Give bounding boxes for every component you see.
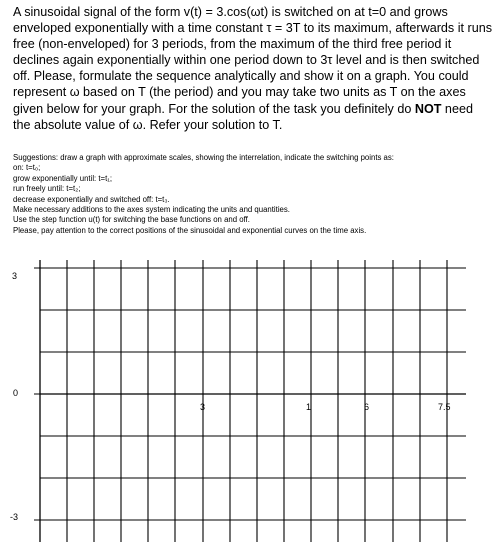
- suggestion-line: Please, pay attention to the correct positions of the sinusoidal and exponential curves on the time axis.: [13, 225, 367, 235]
- x-label-6: 6: [364, 402, 370, 412]
- suggestion-line: Use the step function u(t) for switching the base functions on and off.: [13, 215, 250, 225]
- grid-lines: [34, 260, 466, 542]
- suggestion-line: decrease exponentially and switched off: t=t₃.: [13, 194, 170, 204]
- y-label-0: 0: [13, 388, 19, 398]
- suggestion-line: Suggestions: draw a graph with approximate scales, showing the interrelation, indicate the switching points as:: [13, 153, 394, 162]
- suggestion-line: run freely until: t=t₂;: [13, 184, 81, 194]
- suggestion-line: Make necessary additions to the axes system indicating the units and quantities.: [13, 205, 290, 215]
- suggestion-line: on: t=t₀;: [13, 163, 41, 173]
- problem-statement: A sinusoidal signal of the form v(t) = 3.cos(ωt) is switched on at t=0 and grows enveloped exponentially with a time constant τ = 3T to its maximum, afterwards it runs free (non-enveloped) for 3 periods, from the maximum of the third free period it declines again exponentially within one period down to 3τ level and is then switched off. Please, formulate the sequence analytically and show it on a graph. You could represent ω based on T (the period) and you may take two units as T on the axes given below for your graph. For the solution of the task you definitely do NOT need the absolute value of ω. Refer your solution to T.: [13, 5, 492, 132]
- x-label-1: 1: [306, 402, 312, 412]
- not-emphasis: NOT: [414, 101, 442, 116]
- suggestion-line: grow exponentially until: t=t₁;: [13, 173, 113, 183]
- y-label-3: 3: [12, 271, 18, 281]
- y-label-minus-3: -3: [10, 512, 19, 522]
- x-label-7-5: 7.5: [438, 402, 451, 412]
- x-label-3: 3: [200, 402, 206, 412]
